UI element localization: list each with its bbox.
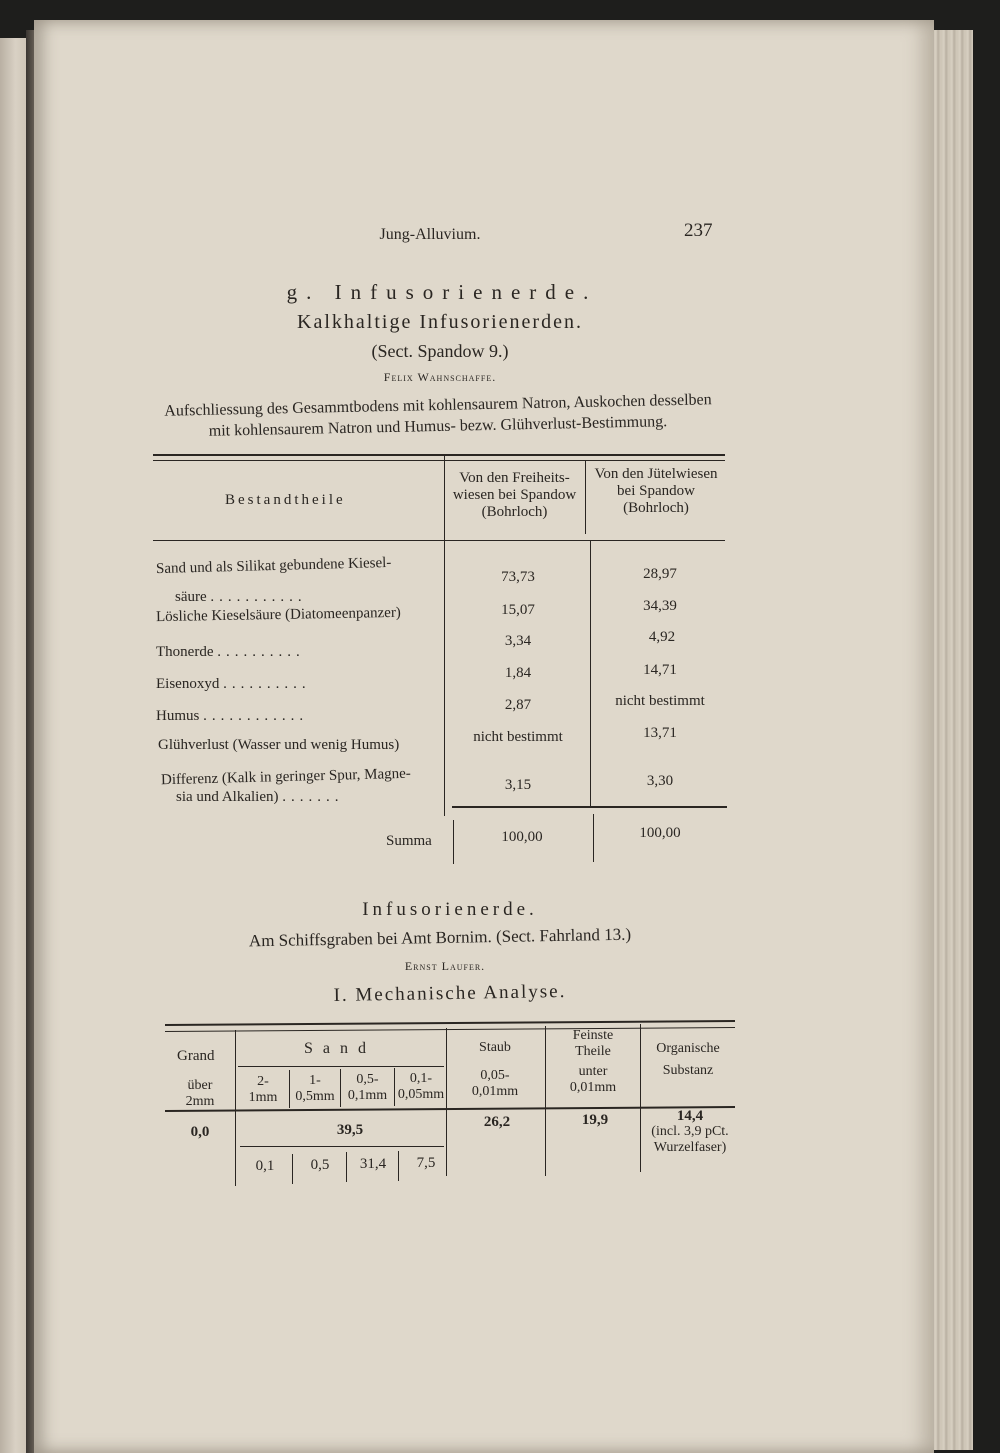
row-label: Sand und als Silikat gebundene Kiesel- bbox=[155, 554, 392, 578]
table-cell: 3,15 bbox=[504, 777, 532, 793]
row-label: Lösliche Kieselsäure (Diatomeenpanzer) bbox=[155, 604, 402, 626]
header-line: 0,5- bbox=[356, 1072, 379, 1087]
value-main: 14,4 bbox=[676, 1108, 704, 1124]
header-line: 0,01mm bbox=[471, 1084, 519, 1099]
sand-subheader bbox=[394, 1071, 448, 1103]
header-line: (Bohrloch) bbox=[481, 504, 548, 520]
facing-page-edge bbox=[0, 38, 26, 1453]
section-title: Infusorienerde. bbox=[362, 899, 538, 920]
row-label-text: Humus bbox=[156, 708, 200, 724]
header-line: Theile bbox=[575, 1044, 611, 1059]
author-name: Ernst Laufer. bbox=[404, 959, 486, 973]
sand-subheader bbox=[290, 1073, 340, 1105]
header-line: 1- bbox=[309, 1073, 321, 1088]
header-line: 0,1- bbox=[409, 1071, 433, 1086]
row-label-text: sia und Alkalien) bbox=[176, 789, 279, 805]
method-description-line-2: mit kohlensaurem Natron und Humus- bezw. Glühverlust-Bestimmung. bbox=[208, 413, 668, 440]
value-grand: 0,0 bbox=[190, 1124, 210, 1140]
value-note: (incl. 3,9 pCt. bbox=[651, 1124, 729, 1139]
table-cell: 3,34 bbox=[504, 633, 532, 649]
section-title: g. Infusorienerde. bbox=[286, 280, 598, 304]
value-sand-part: 0,1 bbox=[255, 1158, 275, 1174]
running-head: Jung-Alluvium. bbox=[379, 226, 481, 243]
row-label: Differenz (Kalk in geringer Spur, Magne- bbox=[160, 765, 412, 789]
sum-value: 100,00 bbox=[501, 829, 543, 845]
row-label: Thonerde .......... bbox=[156, 644, 305, 660]
method-description-line-1: Aufschliessung des Gesammtbodens mit kohlensaurem Natron, Auskochen desselben bbox=[164, 391, 712, 420]
value-sand-total: 39,5 bbox=[336, 1122, 364, 1138]
column-header-freiheitswiesen bbox=[444, 470, 585, 521]
table-cell: 14,71 bbox=[643, 662, 677, 678]
value-sand-part: 0,5 bbox=[310, 1157, 330, 1173]
row-label: Humus ............ bbox=[156, 708, 309, 724]
grand-subheader bbox=[170, 1078, 230, 1110]
header-line: Substanz bbox=[662, 1063, 714, 1078]
table-cell: nicht bestimmt bbox=[473, 729, 563, 745]
table-cell: 13,71 bbox=[643, 725, 677, 741]
analysis-title: I. Mechanische Analyse. bbox=[333, 980, 567, 1007]
sand-subcolumn-divider bbox=[292, 1154, 293, 1184]
header-line: über bbox=[187, 1078, 213, 1093]
sum-label: Summa bbox=[386, 833, 432, 849]
column-header-staub: Staub bbox=[479, 1040, 511, 1055]
value-feinste-theile: 19,9 bbox=[581, 1112, 609, 1128]
sand-subheader-rule bbox=[238, 1066, 444, 1067]
table-cell: 3,30 bbox=[646, 773, 674, 789]
table-cell: nicht bestimmt bbox=[615, 693, 705, 709]
feinste-subheader bbox=[547, 1064, 639, 1096]
column-header-grand: Grand bbox=[177, 1048, 215, 1064]
column-header-organische-substanz bbox=[642, 1038, 734, 1082]
table-cell: 15,07 bbox=[501, 602, 535, 618]
value-staub: 26,2 bbox=[483, 1114, 511, 1130]
value-note: Wurzelfaser) bbox=[653, 1140, 727, 1155]
row-label: säure ........... bbox=[175, 589, 307, 605]
header-line: 0,05- bbox=[480, 1068, 510, 1083]
table-rule-top-thin bbox=[153, 460, 725, 461]
page-number: 237 bbox=[684, 220, 713, 241]
author-name: Felix Wahnschaffe. bbox=[383, 370, 497, 384]
column-header-feinste-theile bbox=[547, 1028, 639, 1060]
sand-subheader bbox=[238, 1074, 288, 1106]
value-organische-substanz bbox=[644, 1108, 736, 1156]
column-header-juetelwiesen bbox=[586, 466, 726, 517]
row-label-text: säure bbox=[175, 589, 207, 605]
header-line: Organische bbox=[656, 1041, 720, 1056]
value-sand-part: 7,5 bbox=[416, 1155, 436, 1171]
row-label-text: Thonerde bbox=[156, 644, 214, 660]
table-cell: 1,84 bbox=[504, 665, 532, 681]
header-line: 0,05mm bbox=[397, 1087, 445, 1102]
table-cell: 28,97 bbox=[643, 566, 677, 582]
header-line: 0,1mm bbox=[347, 1088, 388, 1103]
header-line: unter bbox=[578, 1064, 608, 1079]
header-line: 2- bbox=[257, 1074, 269, 1089]
table-cell: 73,73 bbox=[501, 569, 535, 585]
section-reference: (Sect. Spandow 9.) bbox=[371, 341, 509, 361]
column-header-sand: Sand bbox=[304, 1040, 376, 1057]
table-header-rule bbox=[153, 540, 725, 541]
table-column-divider bbox=[640, 1024, 641, 1172]
row-label: Eisenoxyd .......... bbox=[156, 676, 311, 692]
row-label-text: Eisenoxyd bbox=[156, 676, 220, 692]
location-line: Am Schiffsgraben bei Amt Bornim. (Sect. Fahrland 13.) bbox=[248, 924, 632, 951]
table-column-divider bbox=[235, 1030, 236, 1186]
header-line: 0,5mm bbox=[295, 1089, 335, 1104]
table-rule-top bbox=[153, 454, 725, 456]
table-column-divider bbox=[545, 1026, 546, 1176]
header-line: Feinste bbox=[572, 1028, 614, 1043]
header-line: Von den Freiheits- bbox=[459, 470, 570, 486]
sand-total-rule bbox=[240, 1146, 444, 1147]
header-line: wiesen bei Spandow bbox=[452, 487, 577, 503]
staub-subheader bbox=[450, 1068, 540, 1100]
header-line: (Bohrloch) bbox=[623, 500, 689, 516]
sum-value: 100,00 bbox=[639, 825, 681, 841]
header-line: 0,01mm bbox=[569, 1080, 617, 1095]
table-cell: 4,92 bbox=[648, 629, 676, 645]
sand-subheader bbox=[341, 1072, 394, 1104]
header-line: 1mm bbox=[248, 1090, 278, 1105]
row-label: sia und Alkalien) ....... bbox=[176, 789, 344, 805]
sum-rule bbox=[452, 806, 727, 808]
table-cell: 34,39 bbox=[643, 598, 677, 614]
table-cell: 2,87 bbox=[504, 697, 532, 713]
column-header-components: Bestandtheile bbox=[225, 492, 346, 508]
value-sand-part: 31,4 bbox=[359, 1156, 387, 1172]
row-label: Glühverlust (Wasser und wenig Humus) bbox=[158, 737, 400, 753]
header-line: bei Spandow bbox=[617, 483, 695, 499]
header-line: Von den Jütelwiesen bbox=[594, 466, 718, 482]
header-line: 2mm bbox=[185, 1094, 215, 1109]
section-subtitle: Kalkhaltige Infusorienerden. bbox=[297, 311, 583, 333]
